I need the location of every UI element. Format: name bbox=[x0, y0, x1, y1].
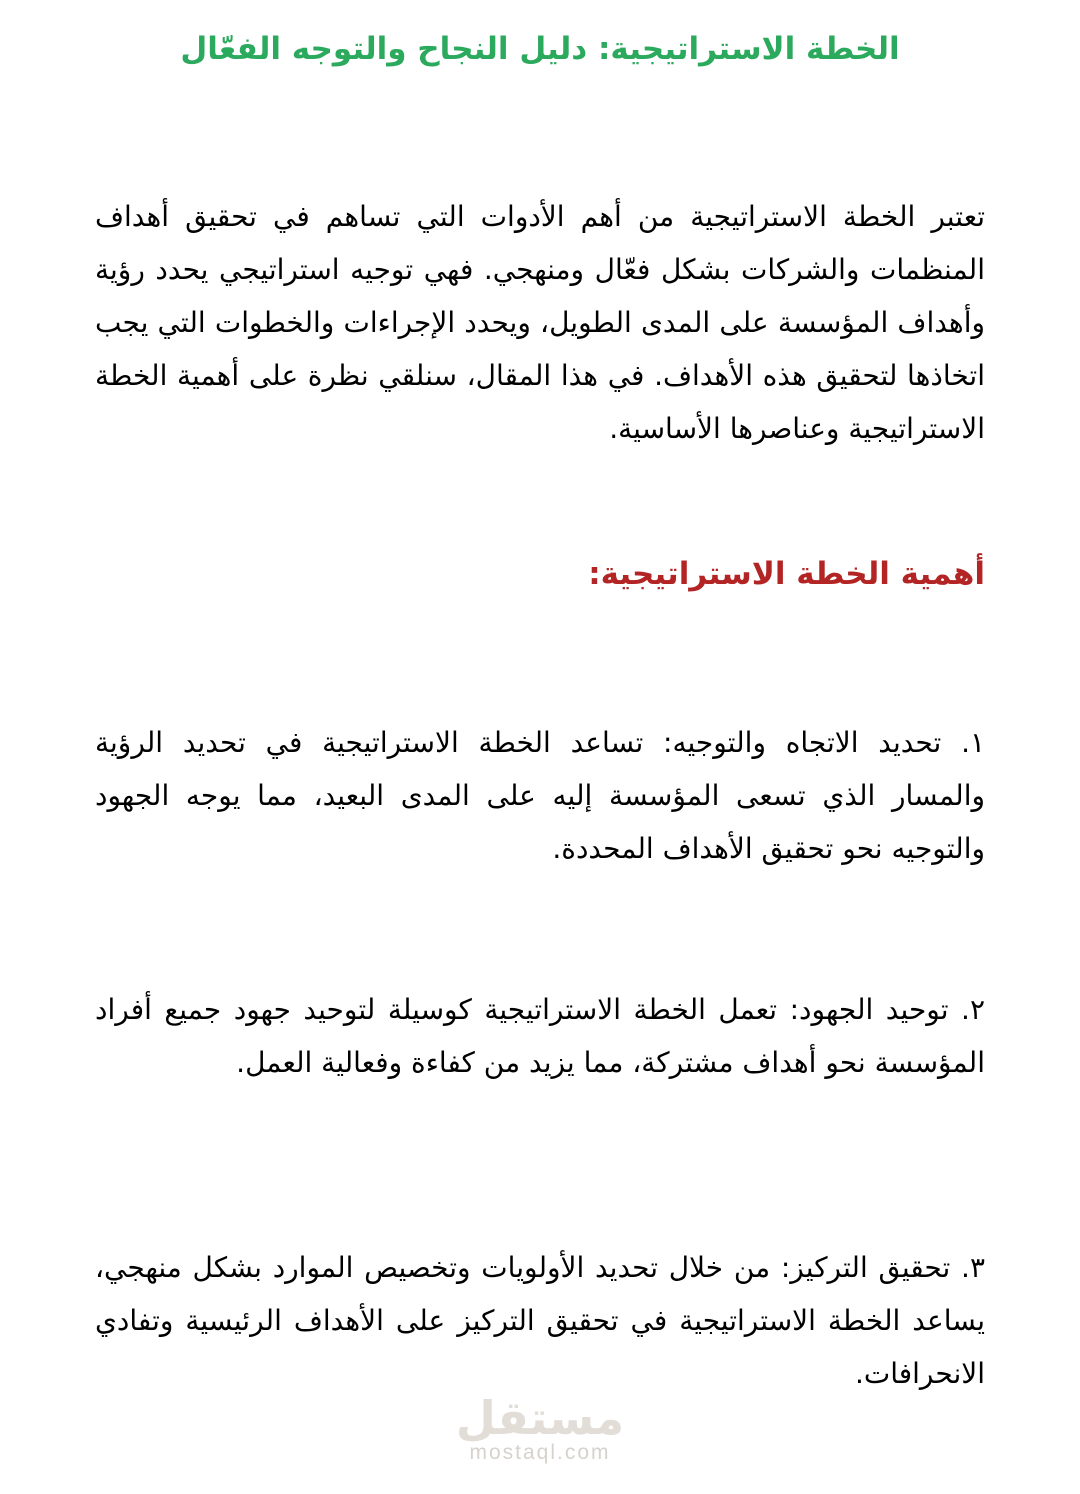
item-number: ٢. bbox=[961, 993, 985, 1026]
watermark bbox=[455, 1391, 625, 1464]
intro-paragraph: تعتبر الخطة الاستراتيجية من أهم الأدوات التي تساهم في تحقيق أهداف المنظمات والشركات بشكل فعّال ومنهجي. فهي توجيه استراتيجي يحدد رؤية وأهداف المؤسسة على المدى الطويل، ويحدد الإجراءات والخطوات التي يجب اتخاذها لتحقيق هذه الأهداف. في هذا المقال، سنلقي نظرة على أهمية الخطة الاستراتيجية وعناصرها الأساسية. bbox=[95, 200, 985, 445]
item-number: ٣. bbox=[961, 1251, 985, 1284]
section-heading: أهمية الخطة الاستراتيجية: bbox=[588, 556, 985, 592]
list-item bbox=[95, 1241, 985, 1400]
item-text: تحقيق التركيز: من خلال تحديد الأولويات وتخصيص الموارد بشكل منهجي، يساعد الخطة الاستراتيجية في تحقيق التركيز على الأهداف الرئيسية وتفادي الانحرافات. bbox=[95, 1251, 985, 1390]
watermark-site-url: mostaql.com bbox=[469, 1441, 611, 1464]
mostaql-logo: مستقل bbox=[455, 1391, 625, 1445]
document-title: الخطة الاستراتيجية: دليل النجاح والتوجه الفعّال bbox=[180, 31, 900, 67]
item-number: ١. bbox=[961, 726, 986, 759]
item-text: تحديد الاتجاه والتوجيه: تساعد الخطة الاستراتيجية في تحديد الرؤية والمسار الذي تسعى المؤسسة إليه على المدى البعيد، مما يوجه الجهود والتوجيه نحو تحقيق الأهداف المحددة. bbox=[95, 726, 985, 865]
list-item bbox=[95, 983, 985, 1089]
list-item bbox=[95, 716, 985, 875]
item-text: توحيد الجهود: تعمل الخطة الاستراتيجية كوسيلة لتوحيد جهود جميع أفراد المؤسسة نحو أهداف مشتركة، مما يزيد من كفاءة وفعالية العمل. bbox=[95, 993, 985, 1079]
